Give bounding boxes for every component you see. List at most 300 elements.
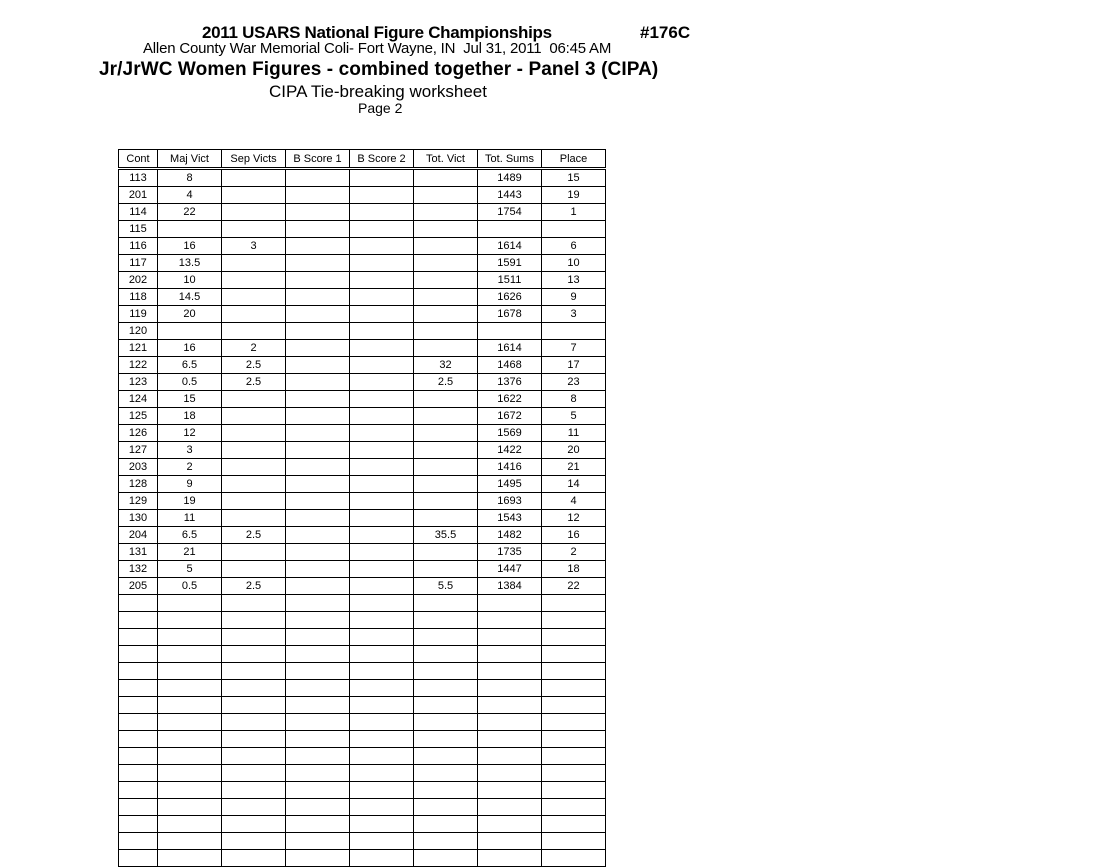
cell-b-score-2: [350, 561, 414, 578]
cell-maj-vict: [158, 663, 222, 680]
cell-tot-sums: 1591: [478, 255, 542, 272]
cell-sep-victs: 2.5: [222, 357, 286, 374]
cell-sep-victs: [222, 544, 286, 561]
cell-cont: 126: [119, 425, 158, 442]
cell-tot-vict: [414, 493, 478, 510]
table-row: [119, 544, 606, 561]
event-number: #176C: [640, 23, 691, 42]
cell-maj-vict: 3: [158, 442, 222, 459]
cell-maj-vict: [158, 612, 222, 629]
cell-cont: 124: [119, 391, 158, 408]
cell-maj-vict: 19: [158, 493, 222, 510]
table-row: [119, 510, 606, 527]
cell-maj-vict: 21: [158, 544, 222, 561]
empty-table-row: [119, 663, 606, 680]
cell-tot-sums: 1622: [478, 391, 542, 408]
cell-place: [542, 850, 606, 867]
cell-place: [542, 323, 606, 340]
cell-place: 19: [542, 187, 606, 204]
cell-place: 1: [542, 204, 606, 221]
cell-b-score-1: [286, 595, 350, 612]
cell-cont: 204: [119, 527, 158, 544]
column-header-tot-vict: Tot. Vict: [414, 150, 478, 169]
cell-b-score-2: [350, 289, 414, 306]
cell-sep-victs: [222, 799, 286, 816]
cell-place: 22: [542, 578, 606, 595]
cell-place: 17: [542, 357, 606, 374]
cell-b-score-2: [350, 799, 414, 816]
cell-b-score-2: [350, 425, 414, 442]
cell-maj-vict: [158, 748, 222, 765]
cell-b-score-2: [350, 510, 414, 527]
cell-tot-sums: [478, 646, 542, 663]
cell-b-score-1: [286, 442, 350, 459]
cell-place: 4: [542, 493, 606, 510]
cell-b-score-2: [350, 731, 414, 748]
column-header-cont: Cont: [119, 150, 158, 169]
cell-cont: 203: [119, 459, 158, 476]
cell-tot-sums: [478, 629, 542, 646]
cell-cont: 122: [119, 357, 158, 374]
column-header-place: Place: [542, 150, 606, 169]
cell-maj-vict: 12: [158, 425, 222, 442]
cell-tot-sums: [478, 221, 542, 238]
cell-tot-vict: [414, 221, 478, 238]
empty-table-row: [119, 714, 606, 731]
cell-place: 13: [542, 272, 606, 289]
table-row: [119, 323, 606, 340]
cell-b-score-1: [286, 850, 350, 867]
cell-b-score-2: [350, 272, 414, 289]
venue-date-line: Allen County War Memorial Coli- Fort Wayne, IN Jul 31, 2011 06:45 AM: [143, 40, 612, 57]
cell-tot-sums: 1735: [478, 544, 542, 561]
cell-cont: 131: [119, 544, 158, 561]
cell-maj-vict: 20: [158, 306, 222, 323]
page-label: Page 2: [358, 100, 403, 116]
cell-tot-vict: [414, 816, 478, 833]
cell-tot-vict: [414, 408, 478, 425]
cell-sep-victs: [222, 714, 286, 731]
cell-maj-vict: 4: [158, 187, 222, 204]
cell-tot-sums: 1614: [478, 340, 542, 357]
column-header-b-score-1: B Score 1: [286, 150, 350, 169]
cell-sep-victs: [222, 595, 286, 612]
cell-tot-vict: [414, 680, 478, 697]
table-row: [119, 255, 606, 272]
cell-tot-vict: [414, 697, 478, 714]
cell-cont: 125: [119, 408, 158, 425]
cell-cont: [119, 782, 158, 799]
cell-tot-sums: [478, 731, 542, 748]
cell-b-score-1: [286, 561, 350, 578]
cell-place: [542, 663, 606, 680]
cell-b-score-1: [286, 255, 350, 272]
cell-maj-vict: 6.5: [158, 527, 222, 544]
cell-tot-vict: [414, 629, 478, 646]
cell-tot-sums: [478, 748, 542, 765]
table-row: [119, 204, 606, 221]
cell-tot-vict: [414, 442, 478, 459]
cell-maj-vict: [158, 221, 222, 238]
cell-tot-sums: 1482: [478, 527, 542, 544]
cell-b-score-2: [350, 646, 414, 663]
table-row: [119, 374, 606, 391]
empty-table-row: [119, 816, 606, 833]
cell-tot-sums: [478, 714, 542, 731]
cell-place: [542, 697, 606, 714]
cell-maj-vict: 0.5: [158, 374, 222, 391]
cell-b-score-1: [286, 357, 350, 374]
cell-b-score-1: [286, 714, 350, 731]
cell-maj-vict: [158, 850, 222, 867]
cell-b-score-2: [350, 476, 414, 493]
cell-tot-sums: [478, 697, 542, 714]
cell-sep-victs: [222, 204, 286, 221]
cell-place: [542, 782, 606, 799]
cell-tot-vict: 5.5: [414, 578, 478, 595]
cell-b-score-1: [286, 169, 350, 187]
cell-tot-vict: [414, 255, 478, 272]
table-row: [119, 459, 606, 476]
cell-tot-vict: [414, 748, 478, 765]
cell-place: 16: [542, 527, 606, 544]
cell-maj-vict: [158, 680, 222, 697]
cell-cont: 132: [119, 561, 158, 578]
cell-maj-vict: 15: [158, 391, 222, 408]
cell-tot-sums: 1614: [478, 238, 542, 255]
cell-cont: 202: [119, 272, 158, 289]
cell-b-score-1: [286, 578, 350, 595]
cell-sep-victs: [222, 663, 286, 680]
cell-tot-sums: 1489: [478, 169, 542, 187]
cell-tot-vict: [414, 204, 478, 221]
table-row: [119, 357, 606, 374]
table-row: [119, 425, 606, 442]
cell-tot-vict: [414, 323, 478, 340]
cell-b-score-2: [350, 527, 414, 544]
cell-place: 9: [542, 289, 606, 306]
cell-place: 23: [542, 374, 606, 391]
cell-place: 20: [542, 442, 606, 459]
cell-b-score-1: [286, 289, 350, 306]
cell-tot-vict: 35.5: [414, 527, 478, 544]
table-row: [119, 493, 606, 510]
cell-sep-victs: [222, 323, 286, 340]
cell-cont: 120: [119, 323, 158, 340]
tie-breaking-table: [118, 149, 606, 867]
cell-tot-sums: 1678: [478, 306, 542, 323]
cell-place: 5: [542, 408, 606, 425]
cell-cont: 128: [119, 476, 158, 493]
empty-table-row: [119, 782, 606, 799]
table-header-row: [119, 150, 606, 169]
cell-place: [542, 680, 606, 697]
cell-b-score-1: [286, 544, 350, 561]
cell-tot-vict: [414, 391, 478, 408]
table-row: [119, 442, 606, 459]
cell-maj-vict: 14.5: [158, 289, 222, 306]
cell-cont: [119, 629, 158, 646]
cell-sep-victs: [222, 816, 286, 833]
cell-tot-sums: [478, 850, 542, 867]
cell-tot-vict: [414, 340, 478, 357]
cell-b-score-2: [350, 391, 414, 408]
cell-cont: [119, 697, 158, 714]
cell-tot-vict: [414, 306, 478, 323]
cell-sep-victs: [222, 510, 286, 527]
table-row: [119, 221, 606, 238]
cell-maj-vict: 9: [158, 476, 222, 493]
cell-maj-vict: [158, 697, 222, 714]
cell-tot-vict: [414, 663, 478, 680]
cell-b-score-1: [286, 493, 350, 510]
cell-cont: 115: [119, 221, 158, 238]
cell-tot-vict: [414, 782, 478, 799]
cell-place: [542, 629, 606, 646]
cell-maj-vict: [158, 833, 222, 850]
column-header-maj-vict: Maj Vict: [158, 150, 222, 169]
cell-place: 10: [542, 255, 606, 272]
cell-b-score-1: [286, 697, 350, 714]
cell-b-score-1: [286, 816, 350, 833]
cell-maj-vict: [158, 765, 222, 782]
cell-place: 12: [542, 510, 606, 527]
cell-place: [542, 748, 606, 765]
cell-sep-victs: [222, 391, 286, 408]
cell-b-score-1: [286, 374, 350, 391]
cell-tot-sums: [478, 782, 542, 799]
cell-b-score-2: [350, 442, 414, 459]
cell-place: 6: [542, 238, 606, 255]
cell-place: [542, 833, 606, 850]
cell-tot-sums: [478, 833, 542, 850]
cell-sep-victs: [222, 493, 286, 510]
cell-sep-victs: 3: [222, 238, 286, 255]
cell-sep-victs: [222, 629, 286, 646]
cell-tot-vict: [414, 612, 478, 629]
cell-b-score-1: [286, 425, 350, 442]
cell-maj-vict: [158, 595, 222, 612]
table-row: [119, 306, 606, 323]
empty-table-row: [119, 697, 606, 714]
cell-tot-sums: 1543: [478, 510, 542, 527]
cell-b-score-2: [350, 663, 414, 680]
table-row: [119, 238, 606, 255]
cell-tot-sums: [478, 663, 542, 680]
cell-sep-victs: [222, 289, 286, 306]
empty-table-row: [119, 680, 606, 697]
cell-cont: [119, 663, 158, 680]
cell-b-score-1: [286, 731, 350, 748]
cell-maj-vict: 13.5: [158, 255, 222, 272]
cell-cont: 117: [119, 255, 158, 272]
cell-cont: 119: [119, 306, 158, 323]
cell-b-score-1: [286, 799, 350, 816]
cell-cont: [119, 816, 158, 833]
cell-sep-victs: [222, 459, 286, 476]
table-row: [119, 289, 606, 306]
cell-place: [542, 765, 606, 782]
cell-b-score-1: [286, 612, 350, 629]
table-row: [119, 408, 606, 425]
cell-tot-vict: 2.5: [414, 374, 478, 391]
cell-tot-sums: [478, 595, 542, 612]
cell-tot-vict: [414, 289, 478, 306]
cell-cont: 121: [119, 340, 158, 357]
cell-tot-sums: 1569: [478, 425, 542, 442]
cell-tot-sums: 1422: [478, 442, 542, 459]
cell-place: [542, 221, 606, 238]
cell-cont: [119, 850, 158, 867]
cell-b-score-1: [286, 340, 350, 357]
cell-sep-victs: [222, 748, 286, 765]
cell-cont: 116: [119, 238, 158, 255]
cell-b-score-2: [350, 493, 414, 510]
cell-b-score-1: [286, 748, 350, 765]
cell-tot-vict: [414, 646, 478, 663]
cell-sep-victs: [222, 697, 286, 714]
cell-sep-victs: [222, 408, 286, 425]
cell-place: [542, 799, 606, 816]
cell-tot-vict: [414, 850, 478, 867]
cell-b-score-2: [350, 374, 414, 391]
cell-maj-vict: 6.5: [158, 357, 222, 374]
cell-tot-vict: [414, 238, 478, 255]
cell-tot-sums: 1626: [478, 289, 542, 306]
cell-cont: 127: [119, 442, 158, 459]
cell-b-score-1: [286, 663, 350, 680]
table-row: [119, 272, 606, 289]
cell-maj-vict: 2: [158, 459, 222, 476]
cell-maj-vict: 5: [158, 561, 222, 578]
cell-b-score-1: [286, 476, 350, 493]
cell-maj-vict: [158, 629, 222, 646]
cell-maj-vict: [158, 799, 222, 816]
empty-table-row: [119, 646, 606, 663]
cell-b-score-1: [286, 527, 350, 544]
cell-tot-vict: [414, 459, 478, 476]
cell-cont: [119, 714, 158, 731]
cell-sep-victs: [222, 782, 286, 799]
cell-tot-sums: [478, 799, 542, 816]
cell-maj-vict: [158, 646, 222, 663]
cell-sep-victs: [222, 612, 286, 629]
cell-b-score-2: [350, 629, 414, 646]
cell-b-score-2: [350, 306, 414, 323]
empty-table-row: [119, 731, 606, 748]
cell-b-score-1: [286, 221, 350, 238]
cell-b-score-2: [350, 187, 414, 204]
cell-tot-vict: [414, 425, 478, 442]
cell-place: 18: [542, 561, 606, 578]
cell-maj-vict: [158, 714, 222, 731]
cell-maj-vict: 16: [158, 340, 222, 357]
cell-place: 2: [542, 544, 606, 561]
empty-table-row: [119, 765, 606, 782]
cell-b-score-2: [350, 850, 414, 867]
cell-sep-victs: [222, 646, 286, 663]
column-header-b-score-2: B Score 2: [350, 150, 414, 169]
cell-b-score-2: [350, 323, 414, 340]
cell-b-score-2: [350, 782, 414, 799]
table-row: [119, 169, 606, 187]
cell-cont: [119, 833, 158, 850]
cell-tot-sums: [478, 612, 542, 629]
cell-b-score-1: [286, 782, 350, 799]
column-header-tot-sums: Tot. Sums: [478, 150, 542, 169]
cell-tot-vict: [414, 799, 478, 816]
cell-sep-victs: [222, 169, 286, 187]
cell-cont: 201: [119, 187, 158, 204]
cell-sep-victs: [222, 442, 286, 459]
cell-place: 11: [542, 425, 606, 442]
cell-b-score-2: [350, 238, 414, 255]
cell-place: 15: [542, 169, 606, 187]
cell-cont: 113: [119, 169, 158, 187]
cell-b-score-1: [286, 272, 350, 289]
cell-place: 14: [542, 476, 606, 493]
empty-table-row: [119, 629, 606, 646]
cell-b-score-1: [286, 187, 350, 204]
cell-b-score-2: [350, 697, 414, 714]
cell-b-score-1: [286, 408, 350, 425]
empty-table-row: [119, 612, 606, 629]
cell-sep-victs: [222, 221, 286, 238]
cell-b-score-2: [350, 357, 414, 374]
cell-maj-vict: 10: [158, 272, 222, 289]
cell-place: [542, 714, 606, 731]
cell-place: [542, 612, 606, 629]
cell-tot-sums: [478, 765, 542, 782]
empty-table-row: [119, 799, 606, 816]
cell-place: 8: [542, 391, 606, 408]
cell-tot-vict: [414, 561, 478, 578]
cell-cont: [119, 799, 158, 816]
cell-tot-sums: 1693: [478, 493, 542, 510]
table-row: [119, 476, 606, 493]
cell-sep-victs: [222, 680, 286, 697]
cell-sep-victs: 2.5: [222, 374, 286, 391]
cell-tot-sums: 1468: [478, 357, 542, 374]
cell-sep-victs: [222, 272, 286, 289]
cell-b-score-2: [350, 714, 414, 731]
table-body: [119, 169, 606, 867]
table-row: [119, 340, 606, 357]
cell-b-score-1: [286, 459, 350, 476]
cell-b-score-1: [286, 833, 350, 850]
cell-tot-sums: [478, 680, 542, 697]
cell-b-score-2: [350, 578, 414, 595]
cell-sep-victs: [222, 833, 286, 850]
cell-tot-vict: [414, 833, 478, 850]
table-row: [119, 391, 606, 408]
cell-b-score-2: [350, 255, 414, 272]
cell-cont: 130: [119, 510, 158, 527]
cell-b-score-1: [286, 680, 350, 697]
cell-sep-victs: [222, 561, 286, 578]
cell-tot-sums: 1384: [478, 578, 542, 595]
event-name: Jr/JrWC Women Figures - combined together - Panel 3 (CIPA): [99, 59, 659, 80]
cell-b-score-2: [350, 544, 414, 561]
cell-place: [542, 731, 606, 748]
cell-place: 21: [542, 459, 606, 476]
table-row: [119, 527, 606, 544]
cell-tot-vict: [414, 510, 478, 527]
cell-tot-sums: 1447: [478, 561, 542, 578]
cell-tot-sums: 1754: [478, 204, 542, 221]
cell-b-score-2: [350, 748, 414, 765]
cell-sep-victs: [222, 255, 286, 272]
